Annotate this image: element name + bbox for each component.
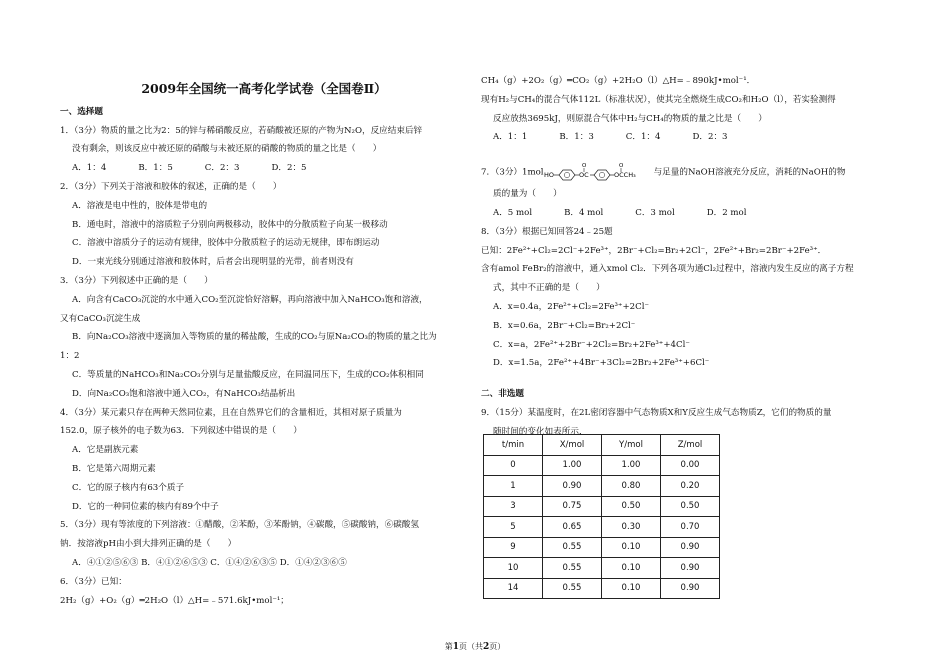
table-cell: 0.75 [543, 496, 602, 517]
table-row [484, 496, 720, 517]
table-cell: 0.10 [602, 537, 661, 558]
table-cell: 0.70 [661, 517, 720, 538]
q7-line1 [481, 159, 899, 185]
table-cell: 0.55 [543, 578, 602, 599]
q8-option-b: B．x=0.6a，2Br⁻+Cl₂=Br₂+2Cl⁻ [493, 320, 636, 331]
q6-equation-2: CH₄（g）+2O₂（g）═CO₂（g）+2H₂O（l）△H=﹣890kJ•mol⁻¹． [481, 76, 756, 86]
q8-line4: 式，其中不正确的是（ ） [493, 283, 605, 294]
table-row [484, 476, 720, 497]
q4-option-c: C．它的原子核内有63个质子 [72, 482, 185, 493]
table-cell: 1.00 [543, 455, 602, 476]
q8-line3: 含有amol FeBr₂的溶液中，通入xmol Cl₂．下列各项为通Cl₂过程中，溶液内发生反应的离子方程 [481, 264, 854, 275]
q2-stem: 2．（3分）下列关于溶液和胶体的叙述，正确的是（ ） [60, 181, 282, 192]
q2-option-c: C．溶液中溶质分子的运动有规律，胶体中分散质粒子的运动无规律，即布朗运动 [72, 238, 380, 249]
q7-option-a: A．5 mol [493, 207, 533, 218]
footer-page-number: 1 [452, 642, 459, 652]
table-cell: 0.55 [543, 558, 602, 579]
q1-line1: 1．（3分）物质的量之比为2：5的锌与稀硝酸反应，若硝酸被还原的产物为N₂O，反应结束后锌 [60, 125, 423, 136]
table-header: Z/mol [661, 435, 720, 456]
right-column [481, 72, 899, 442]
paper-title: 2009年全国统一高考化学试卷（全国卷Ⅱ） [141, 81, 387, 96]
q7-options [481, 204, 899, 223]
q7-option-c: C．3 mol [635, 207, 675, 218]
q6-option-d: D．2：3 [692, 132, 728, 143]
ester-structure-diagram [544, 159, 654, 185]
q7-prefix: 7．（3分）1mol [481, 167, 544, 178]
q3-option-c: C．等质量的NaHCO₃和Na₂CO₃分别与足量盐酸反应，在同温同压下，生成的CO₂体积相同 [72, 369, 424, 380]
table-header: Y/mol [602, 435, 661, 456]
q6-option-c: C．1：4 [625, 132, 661, 143]
q4-option-d: D．它的一种同位素的核内有89个中子 [72, 501, 219, 512]
table-row [484, 537, 720, 558]
q4-line1: 4．（3分）某元素只存在两种天然同位素，且在自然界它们的含量相近，其相对原子质量为 [60, 407, 402, 418]
mol-acetyl-label: OCCH₃ [613, 171, 636, 180]
table-cell: 10 [484, 558, 543, 579]
q5-options: A．④①②⑤⑥③ B．④①②⑥⑤③ C．①④②⑥③⑤ D．①④②③⑥⑤ [72, 557, 347, 568]
q3-stem: 3．（3分）下列叙述中正确的是（ ） [60, 275, 213, 286]
table-cell: 0.90 [661, 578, 720, 599]
table-cell: 0.00 [661, 455, 720, 476]
mol-ho-label: HO [543, 171, 554, 180]
table-cell: 0.90 [661, 558, 720, 579]
q6-options [481, 128, 899, 147]
q3-option-d: D．向Na₂CO₃饱和溶液中通入CO₂，有NaHCO₃结晶析出 [72, 388, 296, 399]
q2-option-d: D．一束光线分别通过溶液和胶体时，后者会出现明显的光带，前者则没有 [72, 257, 354, 268]
benzene-ring-1 [559, 170, 575, 180]
q8-option-c: C．x=a，2Fe²⁺+2Br⁻+2Cl₂=Br₂+2Fe³⁺+4Cl⁻ [493, 339, 690, 350]
q1-option-c: C．2：3 [204, 163, 240, 174]
q3-option-a-line1: A．向含有CaCO₃沉淀的水中通入CO₂至沉淀恰好溶解，再向溶液中加入NaHCO₃饱和溶液， [72, 294, 428, 305]
table-cell: 0.20 [661, 476, 720, 497]
benzene-ring-2 [594, 170, 610, 180]
table-cell: 1 [484, 476, 543, 497]
table-cell: 0.30 [602, 517, 661, 538]
q7-suffix: 与足量的NaOH溶液充分反应，消耗的NaOH的物 [653, 167, 846, 178]
q3-option-a-line2: 又有CaCO₃沉淀生成 [60, 313, 141, 324]
q1-option-b: B．1：5 [138, 163, 173, 174]
table-cell: 0 [484, 455, 543, 476]
q8-option-a: A．x=0.4a，2Fe²⁺+Cl₂=2Fe³⁺+2Cl⁻ [493, 301, 649, 312]
table-row [484, 558, 720, 579]
left-column [60, 80, 468, 610]
q8-stem: 8．（3分）根据已知回答24﹣25题 [481, 226, 613, 237]
q4-option-a: A．它是副族元素 [72, 445, 139, 456]
table-cell: 0.50 [661, 496, 720, 517]
q1-line2: 没有剩余，则该反应中被还原的硝酸与未被还原的硝酸的物质的量之比是（ ） [72, 144, 382, 155]
table-row [484, 517, 720, 538]
table-header: t/min [484, 435, 543, 456]
table-header-row [484, 435, 720, 456]
q7-option-d: D．2 mol [706, 207, 747, 218]
q5-line1: 5．（3分）现有等浓度的下列溶液：①醋酸，②苯酚，③苯酚钠，④碳酸，⑤碳酸钠，⑥碳酸氢 [60, 520, 419, 531]
table-cell: 1.00 [602, 455, 661, 476]
section-nonchoice-heading: 二、非选题 [481, 389, 524, 400]
q1-option-a: A．1：4 [72, 163, 107, 174]
q7-option-b: B．4 mol [564, 207, 604, 218]
q6-line3: 现有H₂与CH₄的混合气体112L（标准状况），使其完全燃烧生成CO₂和H₂O（l），若实验测得 [481, 94, 836, 105]
q9-line1: 9．（15分）某温度时，在2L密闭容器中气态物质X和Y反应生成气态物质Z，它们的物质的量 [481, 407, 832, 418]
table-cell: 0.50 [602, 496, 661, 517]
table-cell: 0.80 [602, 476, 661, 497]
q1-option-d: D．2：5 [271, 163, 307, 174]
table-cell: 5 [484, 517, 543, 538]
table-row [484, 578, 720, 599]
footer-middle: 页（共 [459, 642, 483, 651]
q6-option-a: A．1：1 [493, 132, 528, 143]
q7-line2: 质的量为（ ） [493, 189, 562, 200]
footer-prefix: 第 [444, 642, 453, 651]
data-table [483, 434, 720, 599]
q2-option-b: B．通电时，溶液中的溶质粒子分别向两极移动，胶体中的分散质粒子向某一极移动 [72, 219, 388, 230]
q6-line4: 反应放热3695kJ，则原混合气体中H₂与CH₄的物质的量之比是（ ） [493, 113, 767, 124]
footer-suffix: 页） [489, 642, 506, 651]
q8-known: 已知：2Fe²⁺+Cl₂=2Cl⁻+2Fe³⁺，2Br⁻+Cl₂=Br₂+2Cl⁻，2Fe²⁺+Br₂=2Br⁻+2Fe³⁺． [481, 245, 827, 256]
mol-oc-label: OC [578, 171, 589, 180]
q2-option-a: A．溶液是电中性的，胶体是带电的 [72, 200, 208, 211]
page-footer [0, 641, 950, 652]
q8-option-d: D．x=1.5a，2Fe²⁺+4Br⁻+3Cl₂=2Br₂+2Fe³⁺+6Cl⁻ [493, 358, 710, 369]
table-cell: 3 [484, 496, 543, 517]
table-cell: 0.90 [543, 476, 602, 497]
table-cell: 0.55 [543, 537, 602, 558]
q9-line2: 随时间的变化如表所示． [493, 426, 588, 437]
table-row [484, 455, 720, 476]
table-cell: 9 [484, 537, 543, 558]
table-cell: 0.65 [543, 517, 602, 538]
table-cell: 14 [484, 578, 543, 599]
q5-line2: 钠．按溶液pH由小到大排列正确的是（ ） [60, 539, 237, 550]
q6-stem: 6．（3分）已知： [60, 576, 127, 587]
section-choice-heading: 一、选择题 [60, 106, 103, 117]
q3-option-b-line2: 1：2 [60, 351, 80, 362]
mol-o-label-1: O [581, 163, 586, 170]
q4-option-b: B．它是第六周期元素 [72, 463, 156, 474]
q6-option-b: B．1：3 [559, 132, 594, 143]
table-header: X/mol [543, 435, 602, 456]
q1-options [60, 159, 468, 178]
q3-option-b-line1: B．向Na₂CO₃溶液中逐滴加入等物质的量的稀盐酸，生成的CO₂与原Na₂CO₃的物质的量之比为 [72, 332, 437, 343]
mol-o-label-2: O [618, 163, 623, 170]
q4-line2: 152.0，原子核外的电子数为63．下列叙述中错误的是（ ） [60, 426, 302, 437]
table-cell: 0.10 [602, 578, 661, 599]
q6-equation-1: 2H₂（g）+O₂（g）═2H₂O（l）△H=﹣571.6kJ•mol⁻¹； [60, 595, 289, 606]
table-cell: 0.10 [602, 558, 661, 579]
footer-total-pages: 2 [483, 642, 490, 652]
table-cell: 0.90 [661, 537, 720, 558]
